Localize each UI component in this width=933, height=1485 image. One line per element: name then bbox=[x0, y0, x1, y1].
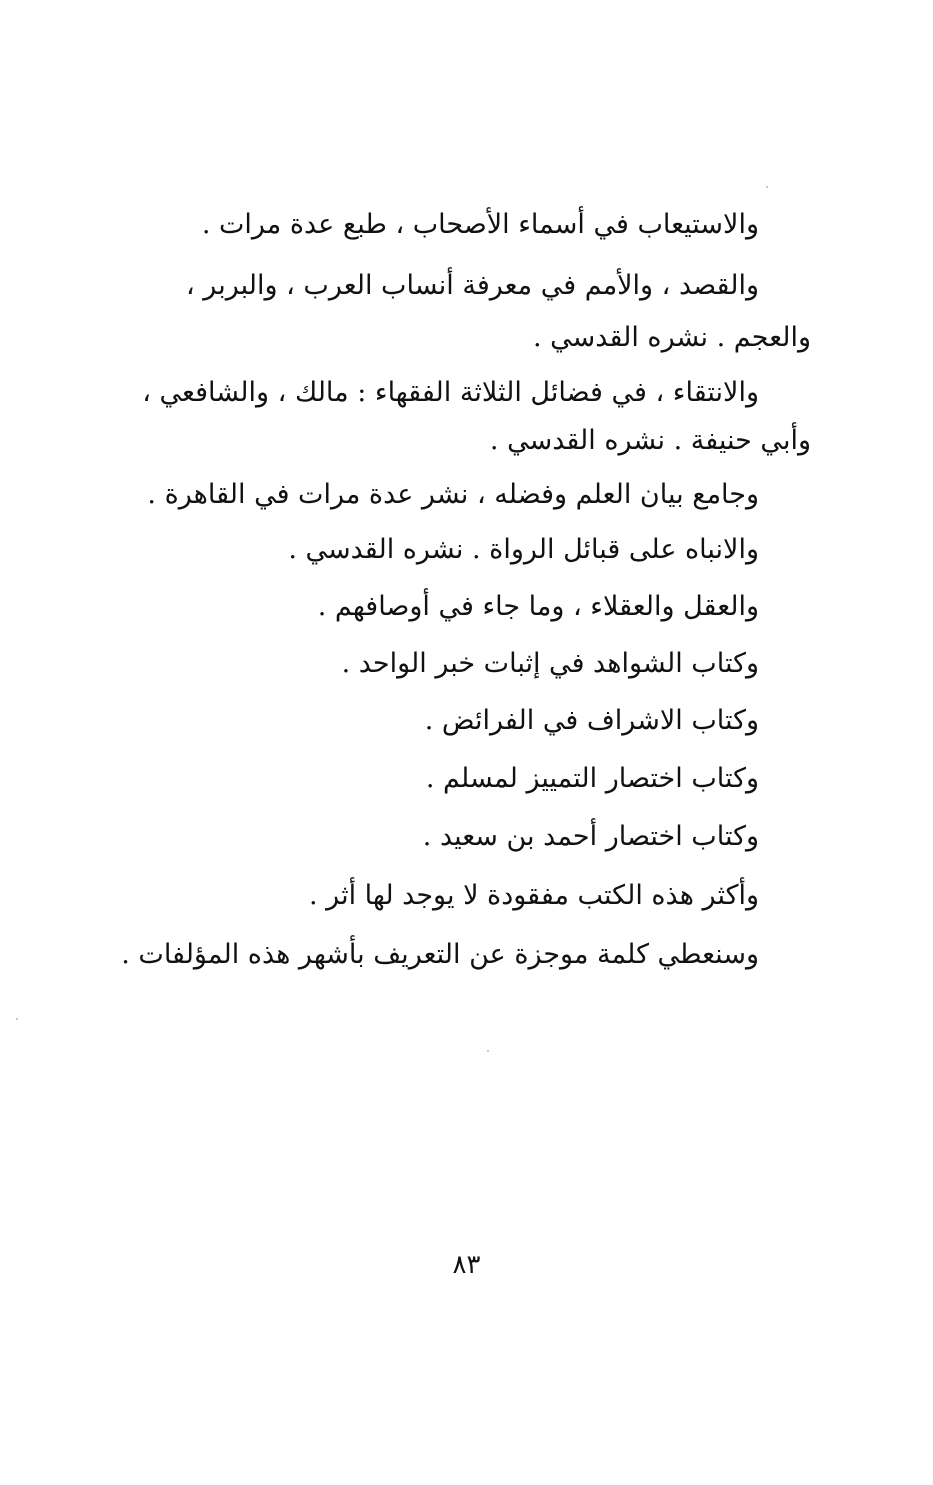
paragraph-line: وكتاب الاشراف في الفرائض . bbox=[424, 705, 759, 736]
paragraph-line: وأكثر هذه الكتب مفقودة لا يوجد لها أثر . bbox=[309, 880, 759, 911]
paragraph-line: وكتاب اختصار أحمد بن سعيد . bbox=[422, 821, 759, 852]
scan-speck bbox=[766, 186, 768, 188]
paragraph-line: والانباه على قبائل الرواة . نشره القدسي . bbox=[288, 534, 759, 565]
paragraph-line: وجامع بيان العلم وفضله ، نشر عدة مرات في القاهرة . bbox=[147, 479, 759, 510]
paragraph-line: وكتاب الشواهد في إثبات خبر الواحد . bbox=[341, 648, 759, 679]
paragraph-line: وكتاب اختصار التمييز لمسلم . bbox=[425, 763, 759, 794]
paragraph-line: والعجم . نشره القدسي . bbox=[532, 322, 811, 353]
paragraph-line: وأبي حنيفة . نشره القدسي . bbox=[489, 425, 811, 456]
paragraph-line: والقصد ، والأمم في معرفة أنساب العرب ، والبربر ، bbox=[186, 270, 759, 301]
paragraph-line: والانتقاء ، في فضائل الثلاثة الفقهاء : مالك ، والشافعي ، bbox=[142, 377, 759, 408]
scan-speck bbox=[16, 1018, 18, 1020]
paragraph-line: وسنعطي كلمة موجزة عن التعريف بأشهر هذه المؤلفات . bbox=[121, 939, 759, 970]
paragraph-line: والاستيعاب في أسماء الأصحاب ، طبع عدة مرات . bbox=[201, 209, 759, 240]
page-number: ٨٣ bbox=[452, 1250, 481, 1280]
paragraph-line: والعقل والعقلاء ، وما جاء في أوصافهم . bbox=[317, 591, 759, 622]
scan-speck bbox=[487, 1050, 489, 1052]
